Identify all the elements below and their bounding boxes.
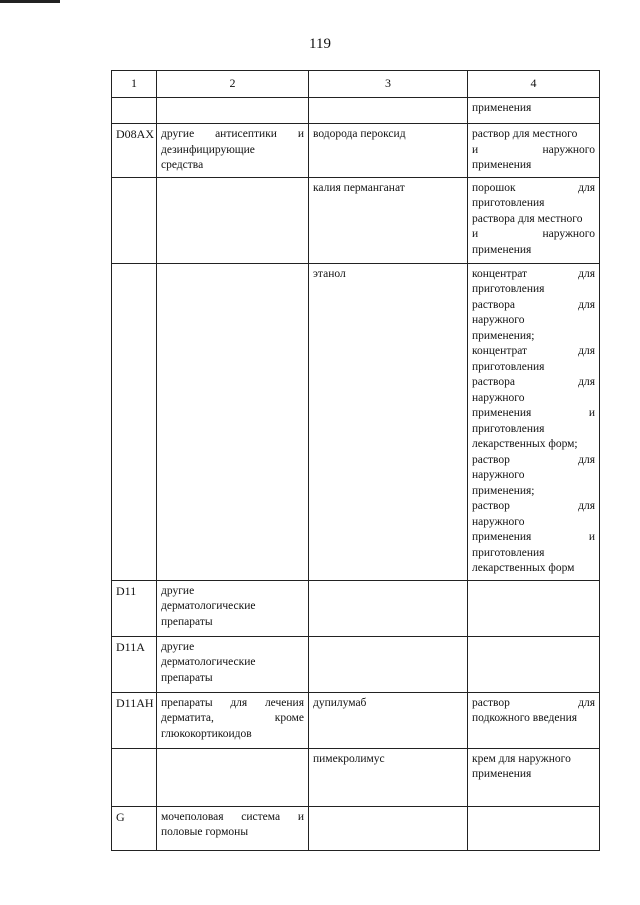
text-line: другие <box>161 584 195 597</box>
table-header-row <box>112 71 600 98</box>
group-name-cell <box>157 124 309 178</box>
text-line: калия перманганат <box>313 181 405 194</box>
text-segment: раствор <box>472 500 510 512</box>
table-row <box>112 177 600 263</box>
group-name-cell <box>157 177 309 263</box>
text-segment: для <box>578 500 595 512</box>
column-header-2: 2 <box>157 71 309 98</box>
drug-name-cell <box>309 580 468 636</box>
text-segment: для <box>578 298 595 311</box>
text-line <box>472 406 595 422</box>
text-word: другие <box>161 128 195 140</box>
drug-name-cell <box>309 748 468 806</box>
group-name-cell <box>157 98 309 124</box>
drug-name-cell <box>309 806 468 850</box>
atc-code: D08AX <box>116 127 154 141</box>
atc-code-cell <box>112 263 157 580</box>
text-line: подкожного введения <box>472 712 578 724</box>
text-segment: и <box>472 143 479 156</box>
text-line: приготовления <box>472 546 545 559</box>
text-line: применения <box>472 243 532 256</box>
text-line: половые гормоны <box>161 826 249 838</box>
table-row <box>112 692 600 748</box>
text-line: наружного <box>472 391 525 404</box>
text-line <box>472 298 595 314</box>
atc-code-cell <box>112 636 157 692</box>
drug-name-cell <box>309 692 468 748</box>
text-line <box>161 711 304 727</box>
text-line <box>161 127 304 143</box>
text-line: наружного <box>472 469 525 481</box>
text-line: применения <box>472 102 532 114</box>
text-line <box>472 453 595 469</box>
text-line: раствора для местного <box>472 212 583 225</box>
text-segment: применения <box>472 531 532 543</box>
text-line: приготовления <box>472 283 545 295</box>
page-top-rule <box>0 0 60 3</box>
atc-code-cell <box>112 124 157 178</box>
table-row <box>112 98 600 124</box>
text-word: препараты <box>161 696 213 709</box>
text-line: препараты <box>161 671 213 684</box>
drug-name-cell <box>309 124 468 178</box>
text-line <box>472 143 595 159</box>
text-word: для <box>230 696 248 709</box>
group-name-cell <box>157 748 309 806</box>
text-line: применения <box>472 159 532 171</box>
drug-classification-table <box>111 70 600 851</box>
text-segment: порошок <box>472 181 516 194</box>
column-header-4: 4 <box>468 71 600 98</box>
column-header-3: 3 <box>309 71 468 98</box>
atc-code: D11 <box>116 583 137 598</box>
text-line <box>472 344 595 360</box>
text-line: наружного <box>472 314 525 326</box>
text-line: наружного <box>472 515 525 528</box>
group-name-cell <box>157 263 309 580</box>
text-segment: концентрат <box>472 267 528 280</box>
text-segment: для <box>578 453 595 466</box>
text-line <box>472 267 595 283</box>
dosage-form-cell <box>468 177 600 263</box>
dosage-form-cell <box>468 692 600 748</box>
text-segment: для <box>578 376 595 388</box>
table-row <box>112 124 600 178</box>
text-line: раствор для местного <box>472 128 578 140</box>
text-line: дерматологические <box>161 656 256 668</box>
group-name-cell <box>157 636 309 692</box>
text-line: дупилумаб <box>313 696 367 709</box>
atc-code: D11A <box>116 639 145 654</box>
table-body <box>112 71 600 851</box>
text-line: применения; <box>472 484 535 497</box>
text-segment: наружного <box>542 143 595 156</box>
text-segment: раствора <box>472 298 515 311</box>
atc-code: G <box>116 809 125 824</box>
text-segment: концентрат <box>472 345 528 357</box>
text-line: приготовления <box>472 360 545 373</box>
text-line: крем для наружного <box>472 752 571 765</box>
text-line <box>472 375 595 391</box>
text-line: глюкокортикоидов <box>161 727 252 740</box>
text-segment: для <box>578 345 595 357</box>
text-line <box>472 499 595 515</box>
dosage-form-cell <box>468 748 600 806</box>
dosage-form-cell <box>468 98 600 124</box>
table-row <box>112 636 600 692</box>
text-line: средства <box>161 159 204 171</box>
group-name-cell <box>157 692 309 748</box>
drug-name-cell <box>309 636 468 692</box>
text-segment: и <box>588 531 595 543</box>
text-line <box>472 696 595 712</box>
text-segment: применения <box>472 407 532 419</box>
table-row <box>112 748 600 806</box>
text-segment: наружного <box>542 228 595 240</box>
text-line: водорода пероксид <box>313 128 406 140</box>
text-word: лечения <box>264 696 304 709</box>
text-segment: раствор <box>472 696 510 709</box>
atc-code-cell <box>112 177 157 263</box>
column-header-1: 1 <box>112 71 157 98</box>
text-line: лекарственных форм <box>472 562 575 574</box>
text-line: пимекролимус <box>313 752 385 765</box>
group-name-cell <box>157 806 309 850</box>
page-number: 119 <box>309 36 331 52</box>
atc-code-cell <box>112 98 157 124</box>
text-line <box>472 181 595 197</box>
text-word: антисептики <box>215 128 277 140</box>
dosage-form-cell <box>468 124 600 178</box>
text-line: дезинфицирующие <box>161 143 255 156</box>
atc-code-cell <box>112 806 157 850</box>
text-segment: и <box>588 407 595 419</box>
atc-code-cell <box>112 692 157 748</box>
text-word: и <box>297 810 304 823</box>
text-line: препараты <box>161 615 213 628</box>
text-line: приготовления <box>472 197 545 209</box>
text-segment: для <box>578 267 595 280</box>
text-segment: раствора <box>472 376 515 388</box>
text-line <box>161 810 304 826</box>
dosage-form-cell <box>468 263 600 580</box>
text-line: лекарственных форм; <box>472 438 578 450</box>
atc-code: D11AH <box>116 695 154 710</box>
group-name-cell <box>157 580 309 636</box>
text-line <box>161 696 304 712</box>
dosage-form-cell <box>468 636 600 692</box>
text-line: другие <box>161 640 195 653</box>
text-line: применения <box>472 768 532 780</box>
text-segment: кроме <box>274 712 304 724</box>
text-word: и <box>297 128 304 140</box>
table-row <box>112 580 600 636</box>
text-line <box>472 530 595 546</box>
text-line: дерматологические <box>161 600 256 612</box>
text-line: этанол <box>313 267 346 280</box>
drug-name-cell <box>309 263 468 580</box>
text-word: мочеполовая <box>161 810 224 823</box>
text-line <box>472 227 595 243</box>
table-row <box>112 263 600 580</box>
text-segment: для <box>578 696 595 709</box>
dosage-form-cell <box>468 806 600 850</box>
text-segment: для <box>578 181 595 194</box>
drug-name-cell <box>309 177 468 263</box>
text-segment: раствор <box>472 453 510 466</box>
atc-code-cell <box>112 580 157 636</box>
atc-code-cell <box>112 748 157 806</box>
text-segment: дерматита, <box>161 712 214 724</box>
drug-name-cell <box>309 98 468 124</box>
text-line: применения; <box>472 329 535 342</box>
table-row <box>112 806 600 850</box>
text-segment: и <box>472 228 479 240</box>
text-word: система <box>241 810 281 823</box>
text-line: приготовления <box>472 422 545 435</box>
dosage-form-cell <box>468 580 600 636</box>
